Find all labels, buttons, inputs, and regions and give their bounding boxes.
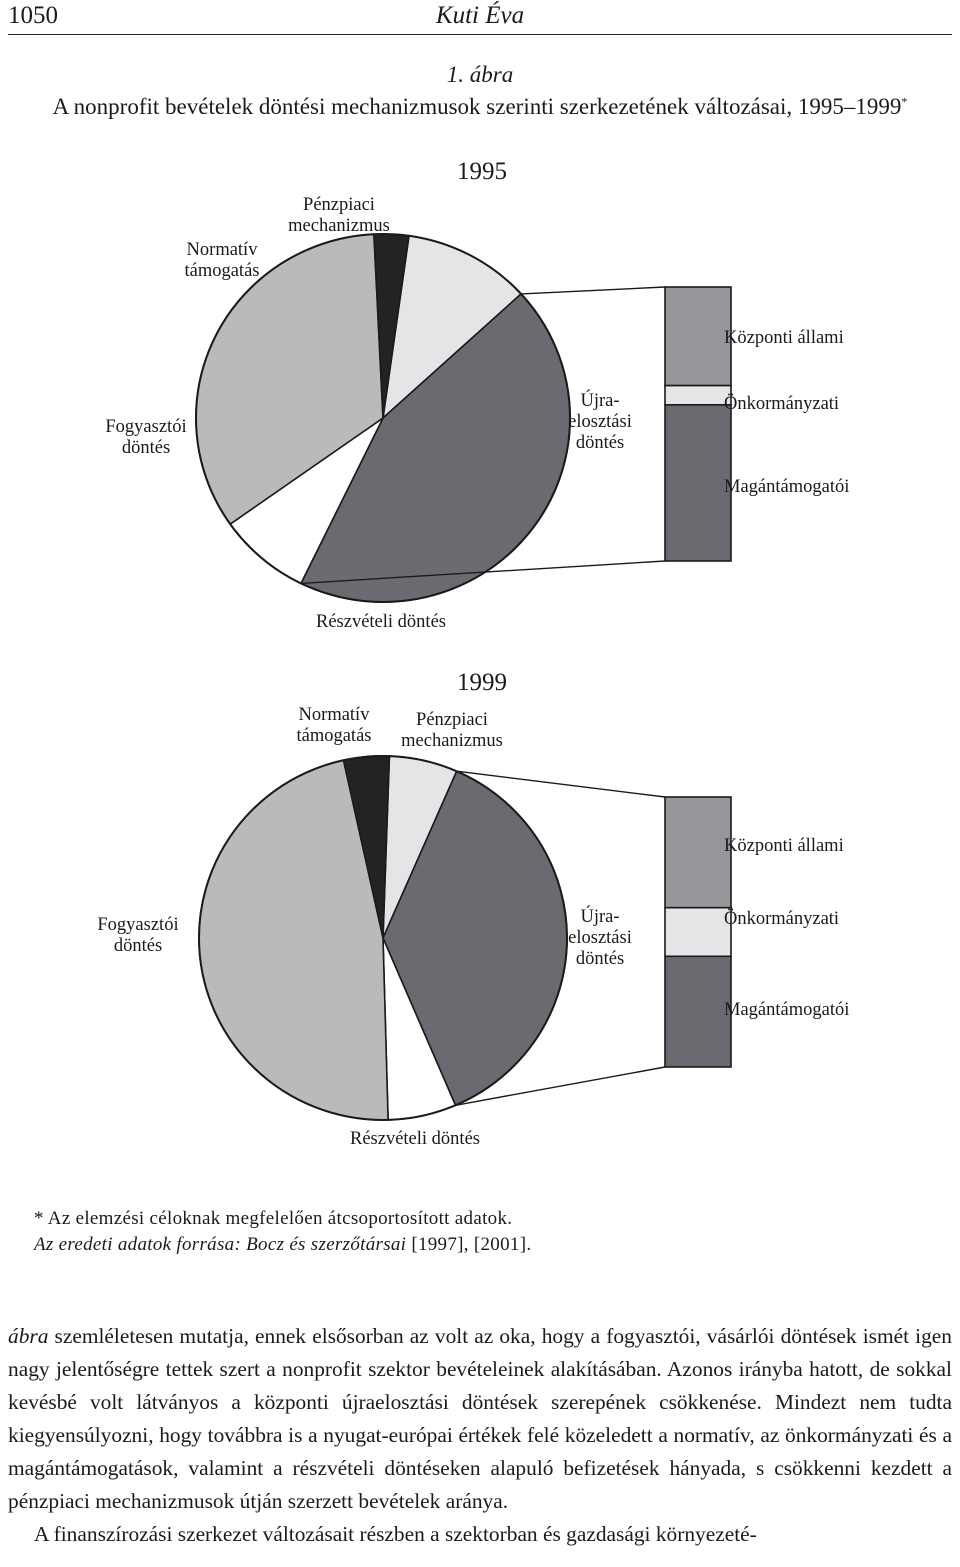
chart-1995-label-ujra-elosztasi-dontes-1: Újra-	[580, 391, 620, 411]
body-p1-italic: ábra	[8, 1324, 49, 1348]
chart-1999-title: 1999	[457, 669, 507, 696]
chart-1995-connector-top	[521, 287, 665, 294]
chart-1999-label-ujra-elosztasi-dontes-2: elosztási	[568, 928, 632, 948]
chart-1999-bar-label-magantamogatoi: Magántámogatói	[724, 1000, 850, 1020]
chart-1999-label-reszveteli-dontes: Részvételi döntés	[350, 1129, 480, 1149]
chart-1999-label-ujra-elosztasi-dontes-3: döntés	[575, 949, 625, 969]
chart-1999-label-penzpiaci-mechanizmus-1: Pénzpiaci	[416, 710, 488, 730]
chart-1995-label-reszveteli-dontes: Részvételi döntés	[316, 612, 446, 632]
chart-1999-bar-segment-kozponti-allami	[665, 797, 731, 908]
chart-1999-label-normativ-tamogatas-1: Normatív	[298, 705, 370, 725]
chart-1995-bar-label-magantamogatoi: Magántámogatói	[724, 477, 850, 497]
chart-1995-bar-label-kozponti-allami: Központi állami	[724, 328, 844, 348]
running-author: Kuti Éva	[435, 2, 525, 29]
body-paragraph-2: A finanszírozási szerkezet változásait részben a szektorban és gazdasági környezeté-	[34, 1522, 757, 1546]
chart-1999-label-penzpiaci-mechanizmus-2: mechanizmus	[401, 731, 503, 751]
chart-1999-label-normativ-tamogatas-2: támogatás	[296, 726, 372, 746]
chart-1995-label-penzpiaci-mechanizmus-2: mechanizmus	[288, 216, 390, 236]
chart-1995-label-ujra-elosztasi-dontes-2: elosztási	[568, 412, 632, 432]
chart-1995-bar-segment-onkormanyzati	[665, 386, 731, 405]
figure-label: 1. ábra	[446, 62, 514, 87]
chart-1995-title: 1995	[457, 158, 507, 185]
footnote-source	[34, 1234, 531, 1256]
chart-1995-label-fogyasztoi-dontes-2: döntés	[121, 438, 171, 458]
footnote-source-italic: Az eredeti adatok forrása: Bocz és szerzőtársai	[34, 1234, 407, 1255]
chart-1995-bar-segment-kozponti-allami	[665, 287, 731, 386]
body-p1-text: szemléletesen mutatja, ennek elsősorban az volt az oka, hogy a fogyasztói, vásárlói döntések ismét igen nagy jelentőségre tettek szert a nonprofit szektor bevételeinek alakításában. Azonos irányba hatott, de sokkal kevésbé volt látványos a központi újraelosztási döntések szerepének csökkenése. Mindezt nem tudta kiegyensúlyozni, hogy továbbra is a nyugat-európai értékek felé közeledett a normatív, az önkormányzati és a magántámogatások, valamint a részvételi döntéseken alapuló befizetések hányada, s csökkenni kezdett a pénzpiaci mechanizmusok útján szerzett bevételek aránya.	[8, 1324, 952, 1513]
chart-1995-label-ujra-elosztasi-dontes-3: döntés	[575, 433, 625, 453]
chart-1999-label-fogyasztoi-dontes-2: döntés	[113, 936, 163, 956]
chart-1995-label-normativ-tamogatas-1: Normatív	[186, 240, 258, 260]
chart-1999-label-fogyasztoi-dontes-1: Fogyasztói	[97, 915, 179, 935]
body-text	[8, 1320, 952, 1551]
figure-title-mark: *	[901, 94, 908, 109]
page-number: 1050	[8, 2, 58, 29]
body-paragraph-1	[8, 1320, 952, 1518]
chart-1995-bar-label-onkormanyzati: Önkormányzati	[724, 394, 840, 414]
chart-1995-label-fogyasztoi-dontes-1: Fogyasztói	[105, 417, 187, 437]
chart-1995-bar-segment-magantamogatoi	[665, 405, 731, 561]
chart-1999-bar-segment-onkormanyzati	[665, 908, 731, 957]
chart-1995-label-penzpiaci-mechanizmus-1: Pénzpiaci	[303, 195, 375, 215]
chart-1999-bar-segment-magantamogatoi	[665, 956, 731, 1067]
footnote-note: * Az elemzési céloknak megfelelően átcsoportosított adatok.	[34, 1208, 513, 1229]
chart-1995-label-normativ-tamogatas-2: támogatás	[184, 261, 260, 281]
chart-1999-bar-label-kozponti-allami: Központi állami	[724, 836, 844, 856]
chart-1999-label-ujra-elosztasi-dontes-1: Újra-	[580, 907, 620, 927]
figure-title-text: A nonprofit bevételek döntési mechanizmusok szerinti szerkezetének változásai, 1995–1999	[52, 94, 902, 119]
footnote-source-rest: [1997], [2001].	[406, 1234, 532, 1255]
chart-1999-bar-label-onkormanyzati: Önkormányzati	[724, 909, 840, 929]
